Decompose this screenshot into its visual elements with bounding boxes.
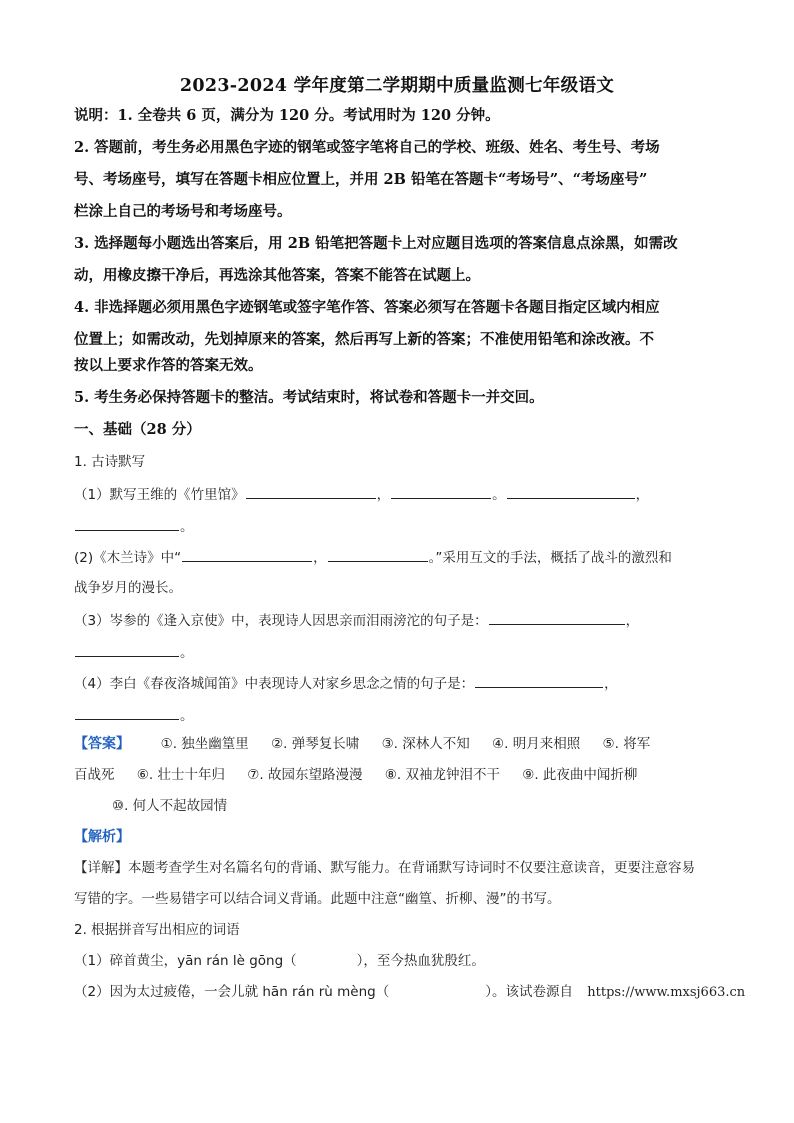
answer-item: ③. 深林人不知 <box>381 736 470 752</box>
question-line <box>74 704 194 726</box>
answer-blank[interactable] <box>75 641 179 657</box>
question-line <box>74 641 194 663</box>
punctuation: 。 <box>180 645 194 661</box>
question-heading: 2. 根据拼音写出相应的词语 <box>74 922 240 938</box>
question-text: （1）碎首黄尘，yān rán lè gōng（ <box>74 953 297 969</box>
question-text: （3）岑参的《逢入京使》中，表现诗人因思亲而泪雨滂沱的句子是： <box>74 613 488 629</box>
instruction-line: 2. 答题前，考生务必用黑色字迹的钢笔或签字笔将自己的学校、班级、姓名、考生号、考场 <box>74 139 660 156</box>
answer-blank[interactable] <box>182 546 312 562</box>
answer-tag: 【答案】 <box>74 736 130 752</box>
question-line <box>74 515 194 537</box>
punctuation: ， <box>635 487 650 503</box>
answer-blank[interactable] <box>246 483 376 499</box>
instruction-line: 说明：1. 全卷共 6 页，满分为 120 分。考试用时为 120 分钟。 <box>74 107 500 124</box>
answer-item: ⑦. 故园东望路漫漫 <box>247 767 363 783</box>
question-text: (2)《木兰诗》中“ <box>74 550 182 566</box>
analysis-line: 写错的字。一些易错字可以结合词义背诵。此题中注意“幽篁、折柳、漫”的书写。 <box>74 891 561 907</box>
question-line <box>74 483 649 505</box>
instruction-line: 5. 考生务必保持答题卡的整洁。考试结束时，将试卷和答题卡一并交回。 <box>74 389 544 406</box>
answer-blank[interactable] <box>75 515 179 531</box>
question-line <box>74 672 618 694</box>
instruction-line: 3. 选择题每小题选出答案后，用 2B 铅笔把答题卡上对应题目选项的答案信息点涂黑，如需改 <box>74 235 678 252</box>
analysis-line <box>74 858 695 878</box>
punctuation: ， <box>604 676 618 692</box>
punctuation: 。 <box>180 708 194 724</box>
section-heading: 一、基础（28 分） <box>74 421 201 438</box>
instruction-line: 号、考场座号，填写在答题卡相应位置上，并用 2B 铅笔在答题卡“考场号”、“考场座号” <box>74 171 648 188</box>
answer-item: ⑩. 何人不起故园情 <box>112 798 228 814</box>
answer-item: ④. 明月来相照 <box>492 736 581 752</box>
analysis-text: 本题考查学生对名篇名句的背诵、默写能力。在背诵默写诗词时不仅要注意读音，更要注意容易 <box>128 860 695 876</box>
punctuation: ， <box>376 487 391 503</box>
question-text: （4）李白《春夜洛城闻笛》中表现诗人对家乡思念之情的句子是： <box>74 676 475 692</box>
instruction-line: 位置上；如需改动，先划掉原来的答案，然后再写上新的答案；不准使用铅笔和涂改液。不 <box>74 331 654 348</box>
question-text: ）。该试卷源自 <box>485 984 573 1000</box>
question-text: ），至今热血犹殷红。 <box>356 953 485 969</box>
detail-tag: 【详解】 <box>74 860 128 876</box>
question-heading: 1. 古诗默写 <box>74 454 146 470</box>
source-link[interactable]: https://www.mxsj663.cn <box>587 985 746 1000</box>
instruction-line: 按以上要求作答的答案无效。 <box>74 357 263 374</box>
answer-item: 百战死 <box>74 767 115 783</box>
question-text: 。”采用互文的手法，概括了战斗的激烈和 <box>428 550 672 566</box>
punctuation: 。 <box>492 487 506 503</box>
instruction-line: 4. 非选择题必须用黑色字迹钢笔或签字笔作答、答案必须写在答题卡各题目指定区域内相应 <box>74 299 660 316</box>
question-line <box>74 951 485 971</box>
question-text: （1）默写王维的《竹里馆》 <box>74 487 245 503</box>
answer-blank[interactable] <box>475 672 603 688</box>
punctuation: ， <box>313 550 327 566</box>
analysis-tag: 【解析】 <box>74 829 130 845</box>
question-line: 战争岁月的漫长。 <box>74 580 182 596</box>
answer-blank[interactable] <box>507 483 635 499</box>
answer-blank[interactable] <box>75 704 179 720</box>
answer-item: ⑧. 双袖龙钟泪不干 <box>384 767 500 783</box>
question-line <box>74 609 639 631</box>
punctuation: ， <box>625 613 640 629</box>
answer-line <box>74 734 668 754</box>
question-line <box>74 546 672 568</box>
answer-blank[interactable] <box>489 609 625 625</box>
answer-blank[interactable] <box>391 483 491 499</box>
answer-blank[interactable] <box>328 546 428 562</box>
answer-item: ②. 弹琴复长啸 <box>271 736 360 752</box>
page-title: 2023-2024 学年度第二学期期中质量监测七年级语文 <box>179 76 615 96</box>
answer-item: ⑥. 壮士十年归 <box>136 767 225 783</box>
question-line <box>74 982 745 1003</box>
answer-line <box>112 796 245 816</box>
answer-item: ①. 独坐幽篁里 <box>160 736 249 752</box>
answer-item: ⑤. 将军 <box>602 736 651 752</box>
analysis-heading <box>74 827 130 847</box>
instruction-line: 动，用橡皮擦干净后，再选涂其他答案，答案不能答在试题上。 <box>74 267 480 284</box>
instruction-line: 栏涂上自己的考场号和考场座号。 <box>74 203 292 220</box>
punctuation: 。 <box>180 519 194 535</box>
answer-item: ⑨. 此夜曲中闻折柳 <box>522 767 638 783</box>
question-text: （2）因为太过疲倦，一会儿就 hān rán rù mèng（ <box>74 984 390 1000</box>
answer-line <box>74 765 655 785</box>
